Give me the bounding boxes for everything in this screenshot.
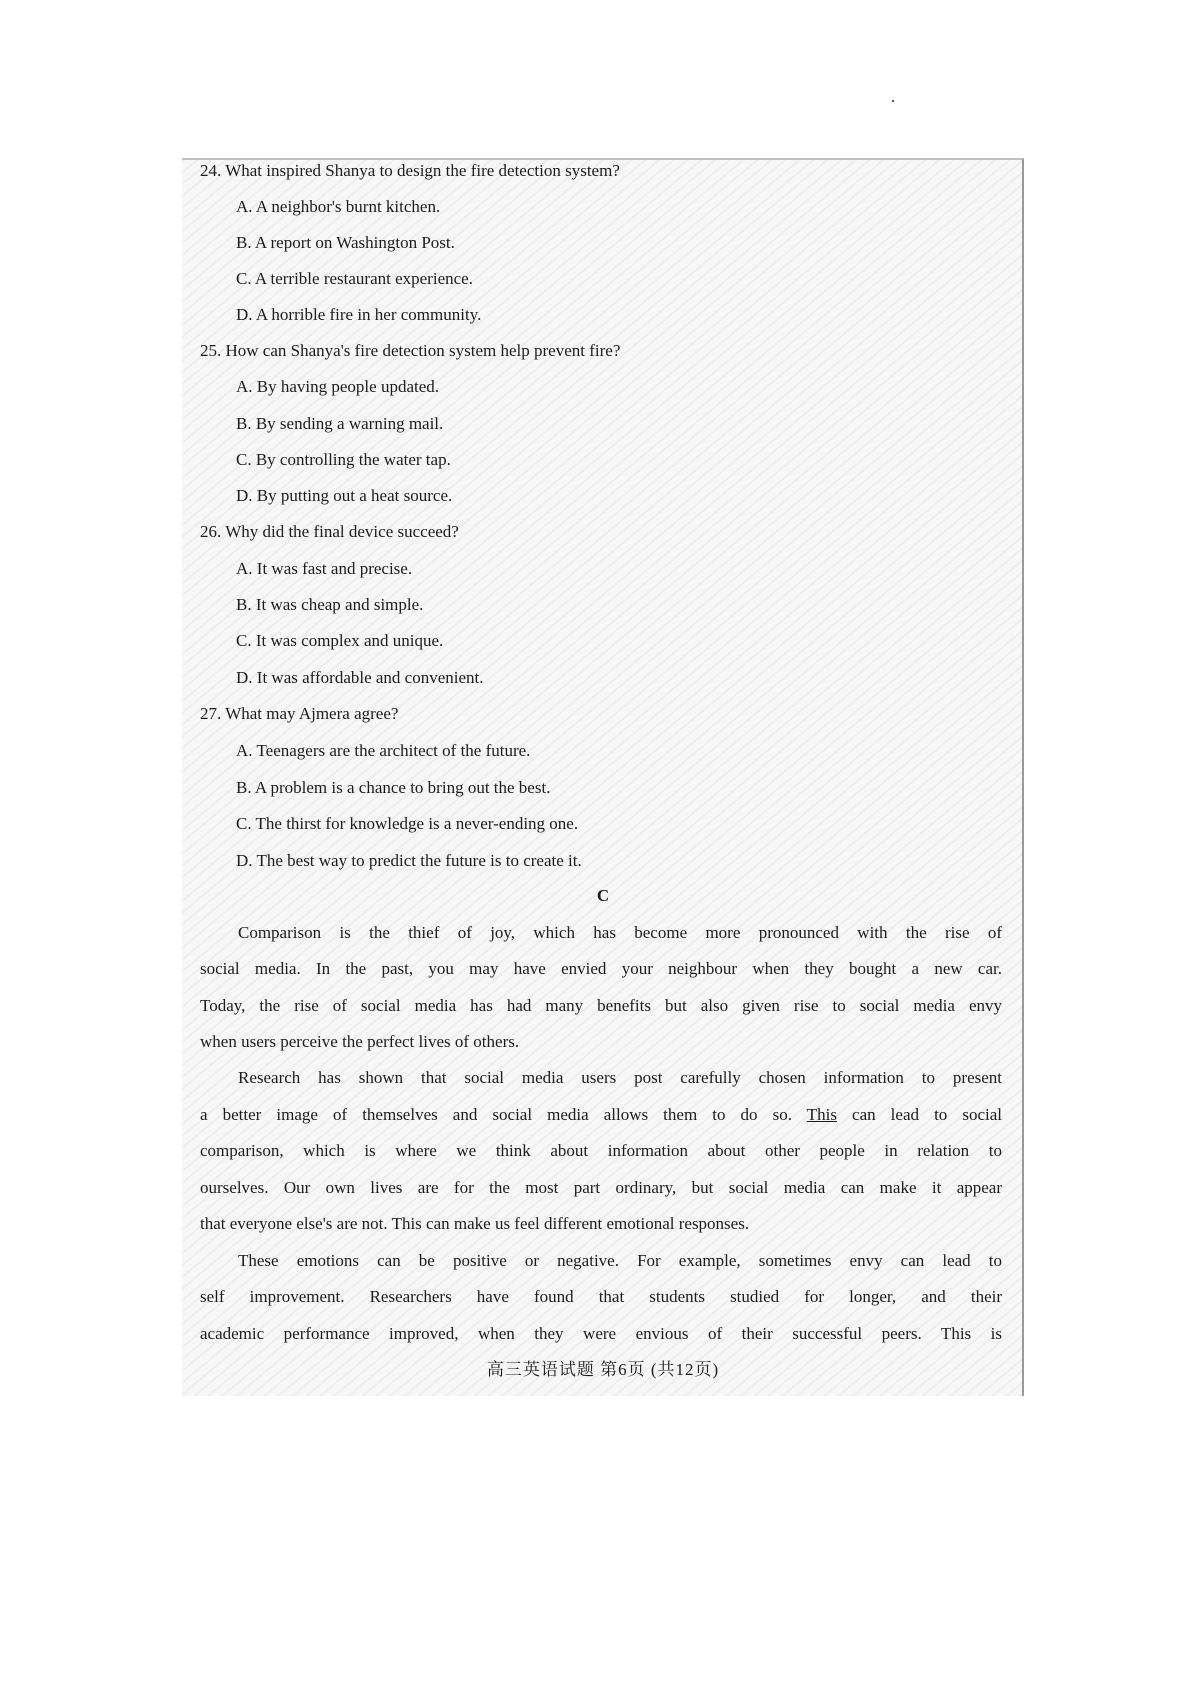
question-26-option-c: C. It was complex and unique.	[236, 631, 444, 650]
question-25-option-a: A. By having people updated.	[236, 377, 440, 396]
question-26-option-d: D. It was affordable and convenient.	[236, 668, 484, 687]
section-heading: C	[596, 886, 610, 905]
passage-p3-line: academic performance improved, when they were envious of their successful peers. This is	[200, 1324, 1002, 1343]
passage-p2-line: ourselves. Our own lives are for the most part ordinary, but social media can make it appear	[200, 1178, 1002, 1197]
question-24-stem: 24. What inspired Shanya to design the fire detection system?	[200, 161, 620, 180]
question-24-option-a: A. A neighbor's burnt kitchen.	[236, 197, 441, 216]
question-27-option-d: D. The best way to predict the future is to create it.	[236, 851, 582, 870]
question-27-stem: 27. What may Ajmera agree?	[200, 704, 399, 723]
scan-speck	[892, 100, 894, 102]
passage-p2-line: comparison, which is where we think about information about other people in relation to	[200, 1141, 1002, 1160]
question-26-option-a: A. It was fast and precise.	[236, 559, 413, 578]
question-25-stem: 25. How can Shanya's fire detection system help prevent fire?	[200, 341, 621, 360]
question-27-option-c: C. The thirst for knowledge is a never-ending one.	[236, 814, 579, 833]
passage-p2-line	[200, 1104, 1002, 1126]
passage-p3-line: These emotions can be positive or negative. For example, sometimes envy can lead to	[238, 1251, 1002, 1270]
question-27-option-a: A. Teenagers are the architect of the future.	[236, 741, 531, 760]
question-25-option-b: B. By sending a warning mail.	[236, 414, 444, 433]
question-25-option-c: C. By controlling the water tap.	[236, 450, 451, 469]
passage-p1-line: Comparison is the thief of joy, which has become more pronounced with the rise of	[238, 923, 1002, 942]
question-27-option-b: B. A problem is a chance to bring out the best.	[236, 778, 551, 797]
question-24-option-d: D. A horrible fire in her community.	[236, 305, 482, 324]
underlined-word: This	[806, 1105, 837, 1124]
passage-p1-line: social media. In the past, you may have envied your neighbour when they bought a new car.	[200, 959, 1002, 978]
question-24-option-b: B. A report on Washington Post.	[236, 233, 455, 252]
question-24-option-c: C. A terrible restaurant experience.	[236, 269, 473, 288]
passage-p2-text: a better image of themselves and social media allows them to do so.	[200, 1105, 792, 1124]
passage-p1-line: when users perceive the perfect lives of others.	[200, 1032, 520, 1051]
passage-p3-line: self improvement. Researchers have found that students studied for longer, and their	[200, 1287, 1002, 1306]
page-footer: 高三英语试题 第6页 (共12页)	[486, 1360, 720, 1379]
passage-p2-line: Research has shown that social media users post carefully chosen information to present	[238, 1068, 1002, 1087]
passage-p2-text: can lead to social	[852, 1105, 1003, 1124]
passage-p2-line: that everyone else's are not. This can make us feel different emotional responses.	[200, 1214, 750, 1233]
question-26-stem: 26. Why did the final device succeed?	[200, 522, 459, 541]
question-25-option-d: D. By putting out a heat source.	[236, 486, 453, 505]
passage-p1-line: Today, the rise of social media has had many benefits but also given rise to social media envy	[200, 996, 1002, 1015]
question-26-option-b: B. It was cheap and simple.	[236, 595, 424, 614]
